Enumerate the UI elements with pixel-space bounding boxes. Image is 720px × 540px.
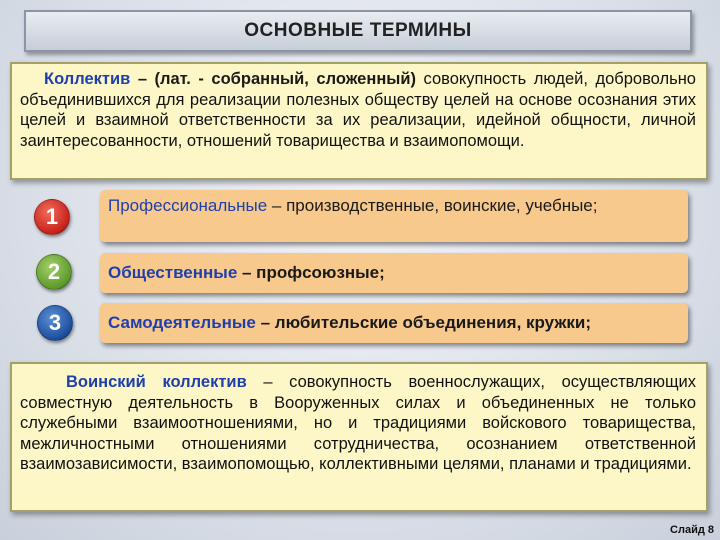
number-badge-2: 2 — [36, 254, 72, 290]
term-collective-etymology: – (лат. - собранный, сложенный) — [130, 70, 417, 88]
type-desc-public: – профсоюзные; — [237, 263, 385, 282]
type-desc-amateur: – любительские объединения, кружки; — [255, 313, 592, 332]
type-label-amateur: Самодеятельные — [108, 313, 256, 332]
slide-title — [24, 10, 692, 52]
type-label-public: Общественные — [108, 263, 238, 282]
type-desc-professional: – производственные, воинские, учебные; — [267, 196, 598, 215]
type-label-professional: Профессиональные — [108, 196, 268, 215]
slide-title-text: ОСНОВНЫЕ ТЕРМИНЫ — [244, 20, 472, 41]
definition-military-text: – совокупность военнослужащих, осуществляющих совместную деятельность в Вооруженных силах и объединенных не только служебными взаимоотношениями, но и традициями войскового товарищества, межличностными отношениями сотрудничества, осознанием ответственной взаимозависимости, взаимопомощью, коллективными целями, планами и традициями. — [20, 373, 696, 473]
definition-box-collective — [10, 62, 708, 180]
number-badge-1: 1 — [34, 199, 70, 235]
type-item-amateur — [100, 303, 688, 343]
term-military-collective: Воинский коллектив — [66, 373, 247, 391]
term-collective: Коллектив — [44, 70, 131, 88]
definition-box-military-collective — [10, 362, 708, 512]
type-item-professional — [100, 190, 688, 242]
definition-collective-text: совокупность людей, добровольно объединившихся для реализации полезных обществу целей на основе осознания этих целей и взаимной ответственности за их реализации, идейной общности, личной заинтересованности, отношений товарищества и взаимопомощи. — [20, 70, 696, 150]
number-badge-3: 3 — [37, 305, 73, 341]
type-item-public — [100, 253, 688, 293]
slide-number: Слайд 8 — [670, 524, 714, 536]
